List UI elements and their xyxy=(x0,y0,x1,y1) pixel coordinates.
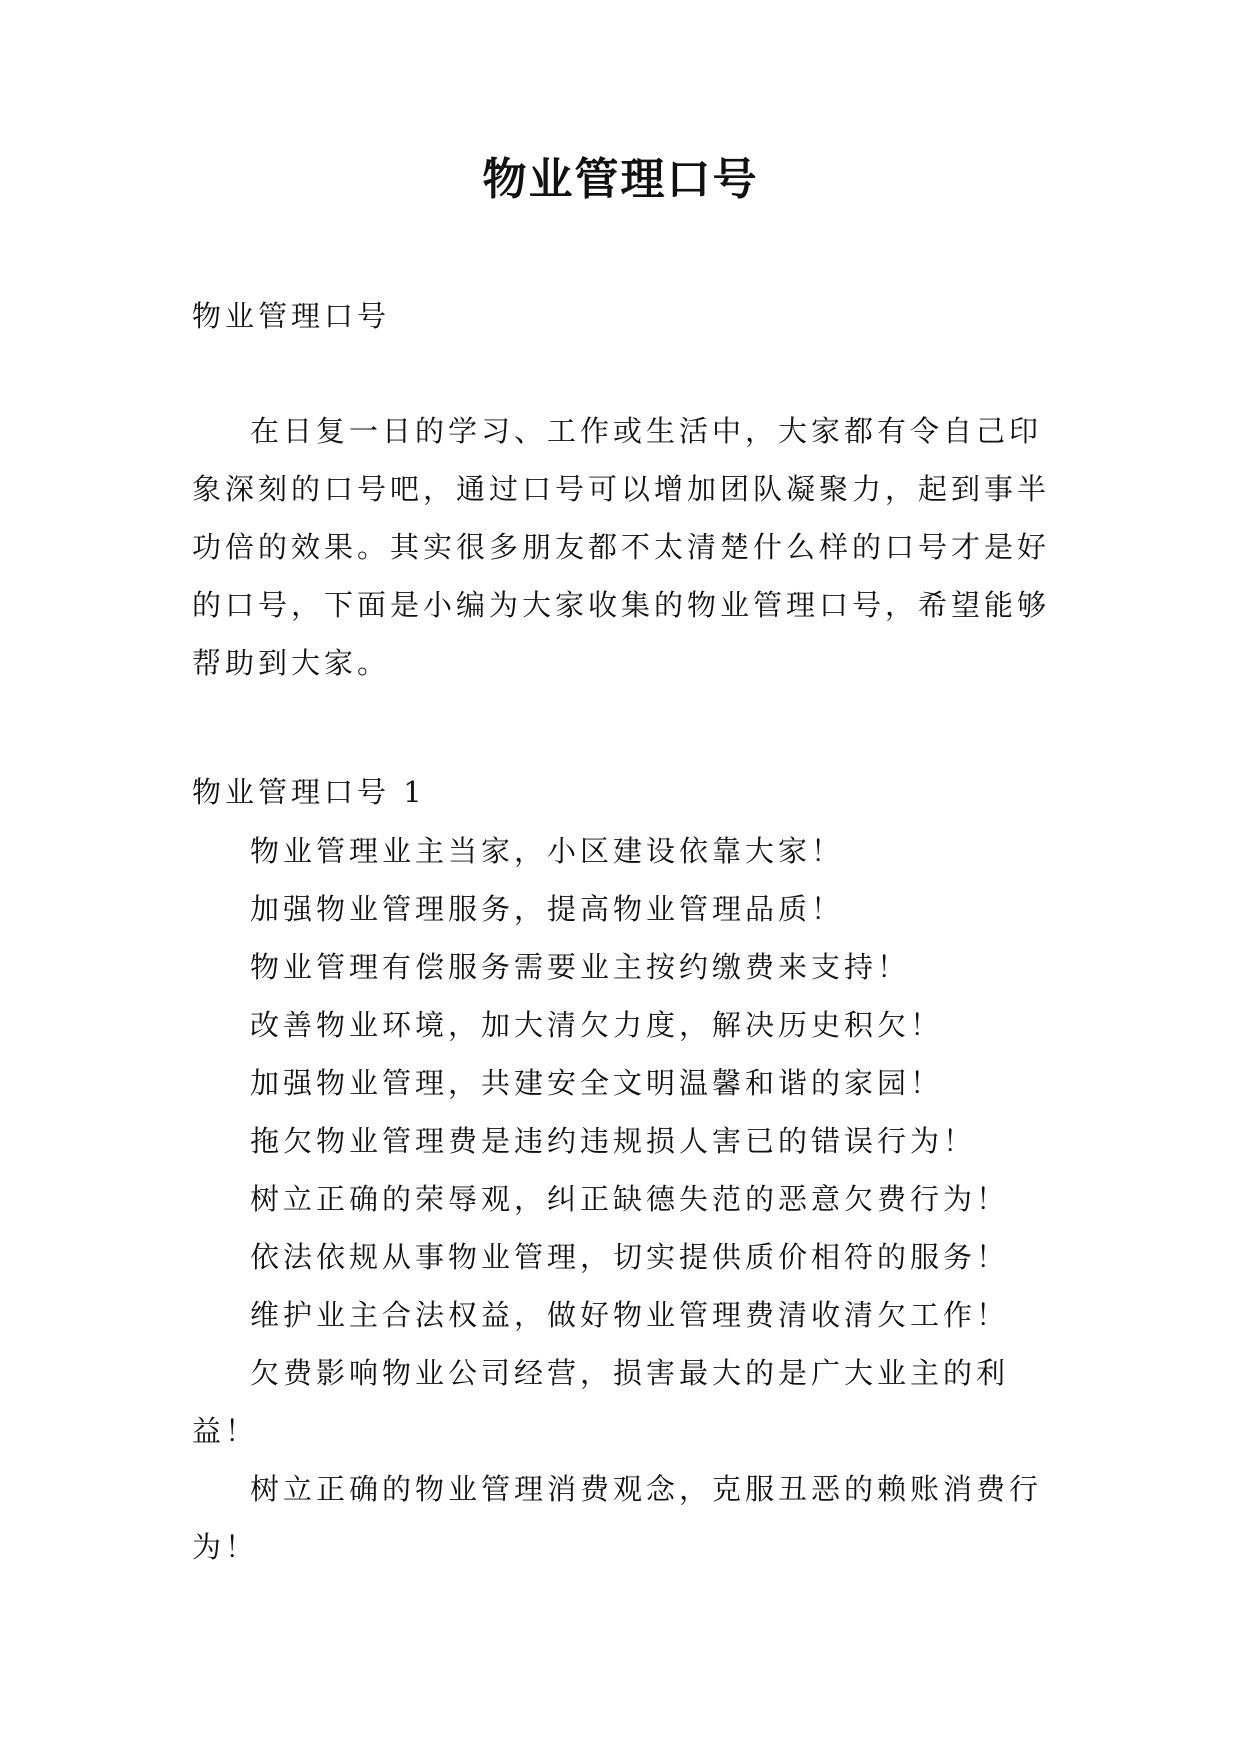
slogan-item: 加强物业管理，共建安全文明温馨和谐的家园！ xyxy=(250,1066,944,1100)
slogan-list xyxy=(192,822,1052,1576)
document-subtitle: 物业管理口号 xyxy=(192,299,391,333)
slogan-item: 依法依规从事物业管理，切实提供质价相符的服务！ xyxy=(250,1240,1010,1274)
document-title: 物业管理口号 xyxy=(482,154,759,205)
section-heading: 物业管理口号 1 xyxy=(192,775,426,809)
intro-paragraph: 在日复一日的学习、工作或生活中，大家都有令自己印象深刻的口号吧，通过口号可以增加团队凝聚力，起到事半功倍的效果。其实很多朋友都不太清楚什么样的口号才是好的口号，下面是小编为大家收集的物业管理口号，希望能够帮助到大家。 xyxy=(192,414,1051,680)
slogan-item: 维护业主合法权益，做好物业管理费清收清欠工作！ xyxy=(250,1298,1010,1332)
slogan-item: 物业管理业主当家，小区建设依靠大家！ xyxy=(250,834,845,868)
slogan-item: 改善物业环境，加大清欠力度，解决历史积欠！ xyxy=(250,1008,944,1042)
slogan-item: 物业管理有偿服务需要业主按约缴费来支持！ xyxy=(250,950,911,984)
slogan-item: 欠费影响物业公司经营，损害最大的是广大业主的利益！ xyxy=(192,1356,1010,1448)
slogan-item: 树立正确的物业管理消费观念，克服丑恶的赖账消费行为！ xyxy=(192,1472,1043,1564)
slogan-item: 加强物业管理服务，提高物业管理品质！ xyxy=(250,892,845,926)
slogan-item: 拖欠物业管理费是违约违规损人害已的错误行为！ xyxy=(250,1124,977,1158)
slogan-item: 树立正确的荣辱观，纠正缺德失范的恶意欠费行为！ xyxy=(250,1182,1010,1216)
